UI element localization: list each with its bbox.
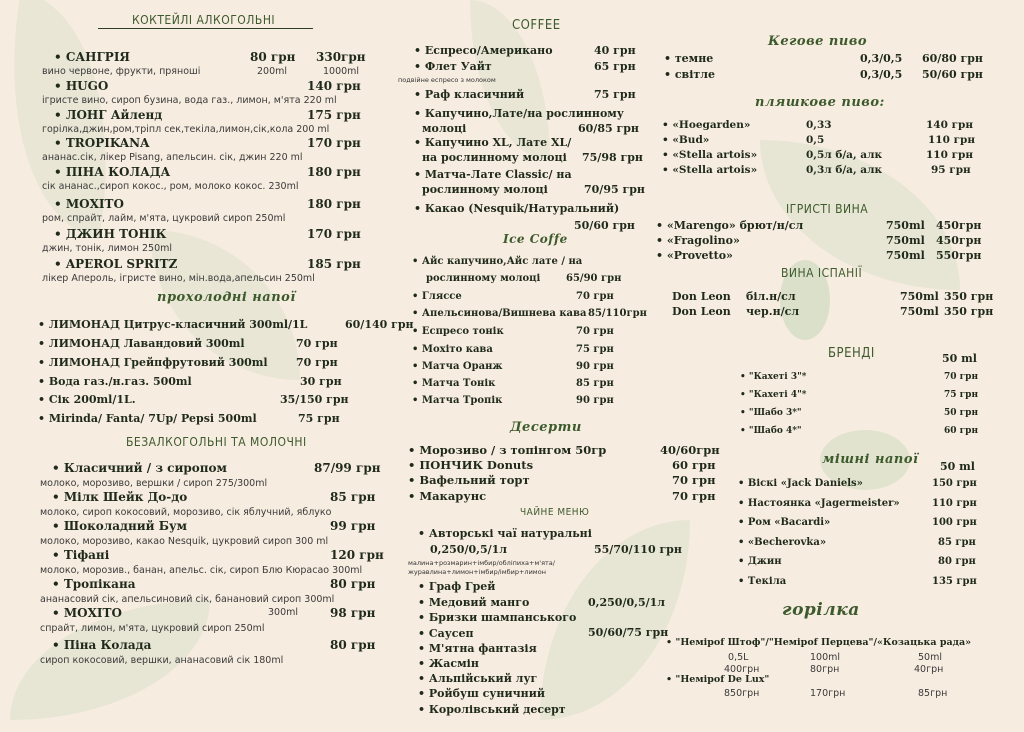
ice-coffee-title: Ice Coffe <box>503 232 568 246</box>
brandy-name: • "Шабо 4*" <box>740 426 802 436</box>
brandy-price: 70 грн <box>944 372 979 382</box>
nonalc-price: 120 грн <box>330 548 384 562</box>
cold-drink-name: • ЛИМОНАД Лавандовий 300ml <box>38 337 245 350</box>
cocktail-volume: 200ml <box>257 66 288 77</box>
tea-name: • Бризки шампанського <box>418 611 577 624</box>
dessert-price: 70 грн <box>672 489 716 503</box>
nonalc-price: 80 грн <box>330 577 376 591</box>
dessert-name: • Макарунс <box>408 489 487 503</box>
mixed-drink-name: • Ром «Bacardi» <box>738 517 831 528</box>
nonalc-price: 80 грн <box>330 638 376 652</box>
cocktail-desc: сік ананас.,сироп кокос., ром, молоко кокос. 230ml <box>42 181 299 192</box>
cocktail-name: • САНГРІЯ <box>54 50 131 64</box>
coffee-name: • Капучино,Лате/на рослинному <box>414 107 624 120</box>
coffee-price: 65 грн <box>594 60 636 73</box>
keg-beer-volume: 0,3/0,5 <box>860 52 903 65</box>
coffee-price: 75 грн <box>594 88 636 101</box>
ice-coffee-price: 65/90 грн <box>566 273 622 284</box>
bottle-beer-volume: 0,3л б/а, алк <box>806 164 883 176</box>
brandy-name: • "Кахеті 4"* <box>740 390 807 400</box>
ice-coffee-price: 85/110грн <box>588 308 647 319</box>
cold-drink-name: • Сік 200ml/1L. <box>38 393 136 406</box>
bottle-beer-price: 140 грн <box>926 119 974 131</box>
nonalc-name: • Тропікана <box>52 577 136 591</box>
tea-author-desc: журавлина+лимон+імбир/імбир+лимон <box>408 568 546 576</box>
sparkling-volume: 750ml <box>886 219 925 232</box>
ice-coffee-name: • Апельсинова/Вишнева кава <box>412 308 587 319</box>
vodka-price2-1: 850грн <box>724 688 760 699</box>
nonalc-desc: ананасовий сік, апельсиновий сік, банановий сироп 300ml <box>40 594 335 605</box>
cold-drink-name: • Вода газ./н.газ. 500ml <box>38 375 192 388</box>
cocktail-desc: ананас.сік, лікер Pisang, апельсин. сік, джин 220 ml <box>42 152 303 163</box>
vodka-vol-3: 50ml <box>918 652 942 663</box>
sparkling-price: 550грн <box>936 249 982 262</box>
cocktail-price: 80 грн <box>250 50 296 64</box>
cocktail-price: 180 грн <box>307 197 361 211</box>
bottle-beer-price: 95 грн <box>931 164 971 176</box>
mixed-drink-name: • Джин <box>738 556 782 567</box>
bottle-beer-volume: 0,33 <box>806 119 832 131</box>
keg-beer-price: 50/60 грн <box>922 68 983 81</box>
tea-name: • Граф Грей <box>418 580 496 593</box>
coffee-price: 75/98 грн <box>582 151 643 164</box>
tea-name: • Саусеп <box>418 627 474 640</box>
ice-coffee-price: 70 грн <box>576 326 614 337</box>
coffee-price: 40 грн <box>594 44 636 57</box>
tea-name: • Альпійський луг <box>418 672 538 685</box>
ice-coffee-name: • Гляссе <box>412 291 462 302</box>
mixed-drink-price: 150 грн <box>932 478 977 489</box>
nonalc-name: • Шоколадний Бум <box>52 519 188 533</box>
cold-drink-price: 30 грн <box>300 375 342 388</box>
mixed-drink-name: • Віскі «Jack Daniels» <box>738 478 863 489</box>
nonalc-price: 98 грн <box>330 606 376 620</box>
cold-drinks-title: прохолодні напої <box>157 290 296 305</box>
bottle-beer-name: • «Stella artois» <box>662 149 758 161</box>
cocktail-price: 140 грн <box>307 79 361 93</box>
ice-coffee-name: • Матча Тропік <box>412 395 503 406</box>
ice-coffee-name: • Мохіто кава <box>412 344 493 355</box>
brandy-price: 60 грн <box>944 426 979 436</box>
nonalc-price: 85 грн <box>330 490 376 504</box>
vodka-price2-2: 170грн <box>810 688 846 699</box>
sparkling-price: 450грн <box>936 234 982 247</box>
nonalc-name: • Піна Колада <box>52 638 152 652</box>
cocktail-volume: 1000ml <box>323 66 360 77</box>
ice-coffee-price: 90 грн <box>576 361 614 372</box>
nonalc-desc: молоко, сироп кокосовий, морозиво, сік яблучний, яблуко <box>40 507 332 518</box>
nonalc-name: • МОХІТО <box>52 606 122 620</box>
coffee-price: 50/60 грн <box>574 219 635 232</box>
mixed-drink-price: 80 грн <box>938 556 976 567</box>
cocktail-name: • ДЖИН ТОНІК <box>54 227 167 241</box>
cocktail-name: • МОХІТО <box>54 197 124 211</box>
cocktail-desc: ром, спрайт, лайм, м'ята, цукровий сироп 250ml <box>42 213 286 224</box>
keg-beer-title: Кегове пиво <box>768 34 868 49</box>
nonalc-name: • Класичний / з сиропом <box>52 461 227 475</box>
bottle-beer-price: 110 грн <box>928 134 976 146</box>
ice-coffee-name: • Матча Оранж <box>412 361 503 372</box>
ice-coffee-price: 85 грн <box>576 378 614 389</box>
cocktail-price: 330грн <box>316 50 366 64</box>
ice-coffee-price: 90 грн <box>576 395 614 406</box>
cocktail-price: 185 грн <box>307 257 361 271</box>
bottle-beer-volume: 0,5 <box>806 134 825 146</box>
coffee-name: • Еспресо/Американо <box>414 44 553 57</box>
ice-coffee-price: 70 грн <box>576 291 614 302</box>
tea-name: • М'ятна фантазія <box>418 642 537 655</box>
spain-wine-name: Don Leon <box>672 305 731 318</box>
spain-title: ВИНА ІСПАНІЇ <box>781 266 863 280</box>
tea-name: • Медовий манго <box>418 596 530 609</box>
coffee-name: • Какао (Nesquik/Натуральний) <box>414 202 620 215</box>
nonalc-desc: молоко, морозиво, вершки / сироп 275/300ml <box>40 478 268 489</box>
cold-drink-name: • ЛИМОНАД Цитрус-класичний 300ml/1L <box>38 318 308 331</box>
coffee-price: 60/85 грн <box>578 122 639 135</box>
spain-wine-price: 350 грн <box>944 290 994 303</box>
keg-beer-volume: 0,3/0,5 <box>860 68 903 81</box>
spain-wine-name: Don Leon <box>672 290 731 303</box>
sparkling-volume: 750ml <box>886 234 925 247</box>
vodka-price-2: 80грн <box>810 664 840 675</box>
coffee-name-cont: рослинному молоці <box>422 183 548 196</box>
tea-name: • Королівський десерт <box>418 703 566 716</box>
cold-drink-name: • ЛИМОНАД Грейпфрутовий 300ml <box>38 356 268 369</box>
nonalc-name: • Мілк Шейк До-до <box>52 490 188 504</box>
ice-coffee-name: • Еспресо тонік <box>412 326 504 337</box>
tea-title: ЧАЙНЕ МЕНЮ <box>520 507 590 518</box>
coffee-note: подвійне еспресо з молоком <box>398 76 496 84</box>
vodka-price2-3: 85грн <box>918 688 948 699</box>
cocktail-price: 180 грн <box>307 165 361 179</box>
dessert-price: 60 грн <box>672 458 716 472</box>
bottle-beer-name: • «Bud» <box>662 134 710 146</box>
nonalc-volume: 300ml <box>268 607 299 618</box>
cocktail-price: 170 грн <box>307 227 361 241</box>
cocktails-title: КОКТЕЙЛІ АЛКОГОЛЬНІ <box>132 13 276 27</box>
mixed-title: мішні напої <box>822 452 919 467</box>
coffee-price: 70/95 грн <box>584 183 645 196</box>
cocktail-desc: ігристе вино, сироп бузина, вода газ., лимон, м'ята 220 ml <box>42 95 337 106</box>
mixed-drink-price: 110 грн <box>932 498 977 509</box>
cocktail-desc: лікер Апероль, ігристе вино, мін.вода,апельсин 250ml <box>42 273 315 284</box>
sparkling-name: • «Marengo» брют/н/сл <box>656 219 804 232</box>
mixed-drink-name: • Текіла <box>738 576 787 587</box>
cocktail-name: • ЛОНГ Айленд <box>54 108 163 122</box>
brandy-title: БРЕНДІ <box>828 346 875 361</box>
bottle-beer-volume: 0,5л б/а, алк <box>806 149 883 161</box>
cocktail-price: 175 грн <box>307 108 361 122</box>
cold-drink-price: 60/140 грн <box>345 318 414 331</box>
dessert-price: 40/60грн <box>660 443 720 457</box>
ice-coffee-name: • Айс капучино,Айс лате / на <box>412 256 583 267</box>
desserts-title: Десерти <box>510 420 582 435</box>
sparkling-name: • «Provetto» <box>656 249 733 262</box>
spain-wine-type: чер.н/сл <box>746 305 800 318</box>
nonalc-name: • Тіфані <box>52 548 110 562</box>
bottle-beer-price: 110 грн <box>926 149 974 161</box>
nonalc-title: БЕЗАЛКОГОЛЬНІ ТА МОЛОЧНІ <box>126 435 307 449</box>
cocktail-name: • HUGO <box>54 79 109 93</box>
vodka-price-3: 40грн <box>914 664 944 675</box>
brandy-price: 75 грн <box>944 390 979 400</box>
coffee-name: • Капучино XL, Лате XL/ <box>414 136 572 149</box>
cocktail-desc: вино червоне, фрукти, пряноші <box>42 66 201 77</box>
coffee-name-cont: молоці <box>422 122 467 135</box>
nonalc-desc: молоко, морозиво, какао Nesquik, цукровий сироп 300 ml <box>40 536 329 547</box>
coffee-name-cont: на рослинному молоці <box>422 151 567 164</box>
sparkling-name: • «Fragolino» <box>656 234 740 247</box>
vodka-vol-1: 0,5L <box>728 652 749 663</box>
brandy-name: • "Шабо 3*" <box>740 408 802 418</box>
dessert-name: • ПОНЧИК Donuts <box>408 458 534 472</box>
cocktail-price: 170 грн <box>307 136 361 150</box>
coffee-name: • Матча-Лате Classic/ на <box>414 168 572 181</box>
cocktail-name: • APEROL SPRITZ <box>54 257 178 271</box>
ice-coffee-name-cont: рослинному молоці <box>426 273 541 284</box>
nonalc-price: 99 грн <box>330 519 376 533</box>
vodka-title: горілка <box>782 600 860 620</box>
mixed-drink-price: 135 грн <box>932 576 977 587</box>
mixed-drink-name: • «Becherovka» <box>738 537 827 548</box>
title-underline <box>98 28 313 29</box>
spain-wine-price: 350 грн <box>944 305 994 318</box>
cold-drink-price: 75 грн <box>298 412 340 425</box>
coffee-name: • Флет Уайт <box>414 60 492 73</box>
sparkling-volume: 750ml <box>886 249 925 262</box>
ice-coffee-price: 75 грн <box>576 344 614 355</box>
menu-page: КОКТЕЙЛІ АЛКОГОЛЬНІ • САНГРІЯ 80 грн 330грн вино червоне, фрукти, пряноші 200ml 1000ml • HUGO 140 грн ігристе вино, сироп бузина, вода газ., лимон, м'ята 220 ml • ЛОНГ Айленд 175 грн горілка,джин,ром,тріпл сек,текіла,лимон,сік,кола 200 ml • TROPIKANA 170 грн ананас.сік, лікер Pisang, апельсин. сік, джин 220 ml • ПІНА КОЛАДА 180 грн сік ананас.,сироп кокос., ром, молоко кокос. 230ml • МОХІТО 180 грн ром, спрайт, лайм, м'ята, цукровий сироп 250ml • ДЖИН ТОНІК 170 грн джин, тонік, лимон 250ml • APEROL SPRITZ 185 грн лікер Апероль, ігристе вино, мін.вода,апельсин 250ml прохолодні напої • ЛИМОНАД Цитрус-класичний 300ml/1L 60/140 грн • ЛИМОНАД Лавандовий 300ml 70 грн • ЛИМОНАД Грейпфрутовий 300ml 70 грн • Вода газ./н.газ. 500ml 30 грн • Сік 200ml/1L. 35/150 грн • Mirinda/ Fanta/ 7Up/ Pepsi 500ml 75 грн БЕЗАЛКОГОЛЬНІ ТА МОЛОЧНІ • Класичний / з сиропом 87/99 грн молоко, морозиво, вершки / сироп 275/300ml • Мілк Шейк До-до 85 грн молоко, сироп кокосовий, морозиво, сік яблучний, яблуко • Шоколадний Бум 99 грн молоко, морозиво, какао Nesquik, цукровий сироп 300 ml • Тіфані 120 грн молоко, морозив., банан, апельс. сік, сироп Блю Кюрасао 300ml • Тропікана 80 грн ананасовий сік, апельсиновий сік, банановий сироп 300ml • МОХІТО 98 грн 300ml спрайт, лимон, м'ята, цукровий сироп 250ml • Піна Колада 80 грн сироп кокосовий, вершки, ананасовий сік 180ml COFFEE • Еспресо/Американо 40 грн • Флет Уайт 65 грн подвійне еспресо з молоком • Раф класичний 75 грн • Капучино,Лате/на рослинному молоці 60/85 грн • Капучино XL, Лате XL/ на рослинному молоці 75/98 грн • Матча-Лате Classic/ на рослинному молоці 70/95 грн • Какао (Nesquik/Натуральний) 50/60 грн Ice Coffe • Айс капучино,Айс лате / на рослинному молоці 65/90 грн • Гляссе 70 грн • Апельсинова/Вишнева кава 85/110грн • Еспресо тонік 70 грн • Мохіто кава 75 грн • Матча Оранж 90 грн • Матча Тонік 85 грн • Матча Тропік 90 грн Десерти • Морозиво / з топінгом 50гр 40/60грн • ПОНЧИК Donuts 60 грн • Вафельний торт 70 грн • Макарунс 70 грн ЧАЙНЕ МЕНЮ • Авторські чаї натуральні 0,250/0,5/1л 55/70/110 грн малина+розмарин+імбир/обліпиха+м'ята/ журавлина+лимон+імбир/імбир+лимон • Граф Грей • Медовий манго • Бризки шампанського • Саусеп • М'ятна фантазія • Жасмін • Альпійський луг • Ройбуш суничний • Королівський десерт 0,250/0,5/1л 50/60/75 грн Кегове пиво • темне 0,3/0,5 60/80 грн • світле 0,3/0,5 50/60 грн пляшкове пиво: • «Hoegarden» 0,33 140 грн • «Bud» 0,5 110 грн • «Stella artois» 0,5л б/а, алк 110 грн • «Stella artois» 0,3л б/а, алк 95 грн ІГРИСТІ ВИНА • «Marengo» брют/н/сл 750ml 450грн • «Fragolino» 750ml 450грн • «Provetto» 750ml 550грн ВИНА ІСПАНІЇ Don Leon біл.н/сл 750ml 350 грн Don Leon чер.н/сл 750ml 350 грн БРЕНДІ 50 ml • "Кахеті 3"* 70 грн • "Кахеті 4"* 75 грн • "Шабо 3*" 50 грн • "Шабо 4*" 60 грн мішні напої 50 ml • Віскі «Jack Daniels» 150 грн • Настоянка «Jagermeister» 110 грн • Ром «Bacardi» 100 грн • «Becherovka» 85 грн • Джин 80 грн • Текіла 135 грн горілка • "Немірof Штоф"/"Немірof Перцева"/«Козацька рада» 0,5L 100ml 50ml 400грн 80грн 40грн • "Немірof De Lux" 850грн 170грн 85грн <box>0 0 1024 732</box>
coffee-title: COFFEE <box>512 18 561 33</box>
mixed-drink-name: • Настоянка «Jagermeister» <box>738 498 900 509</box>
cocktail-name: • ПІНА КОЛАДА <box>54 165 171 179</box>
tea-name: • Ройбуш суничний <box>418 687 546 700</box>
cold-drink-name: • Mirinda/ Fanta/ 7Up/ Pepsi 500ml <box>38 412 257 425</box>
mixed-drink-price: 85 грн <box>938 537 976 548</box>
vodka-price-1: 400грн <box>724 664 760 675</box>
spain-wine-type: біл.н/сл <box>746 290 796 303</box>
coffee-name: • Раф класичний <box>414 88 525 101</box>
cocktail-name: • TROPIKANA <box>54 136 150 150</box>
bottle-beer-name: • «Hoegarden» <box>662 119 751 131</box>
keg-beer-name: • світле <box>664 68 715 81</box>
tea-author-desc: малина+розмарин+імбир/обліпиха+м'ята/ <box>408 559 555 567</box>
sparkling-title: ІГРИСТІ ВИНА <box>786 202 869 216</box>
cold-drink-price: 70 грн <box>296 337 338 350</box>
bottle-beer-name: • «Stella artois» <box>662 164 758 176</box>
nonalc-price: 87/99 грн <box>314 461 381 475</box>
dessert-name: • Морозиво / з топінгом 50гр <box>408 443 607 457</box>
nonalc-desc: спрайт, лимон, м'ята, цукровий сироп 250ml <box>40 623 265 634</box>
dessert-price: 70 грн <box>672 473 716 487</box>
dessert-name: • Вафельний торт <box>408 473 530 487</box>
tea-name: • Жасмін <box>418 657 479 670</box>
cocktail-desc: джин, тонік, лимон 250ml <box>42 243 173 254</box>
spain-wine-volume: 750ml <box>900 305 939 318</box>
nonalc-desc: молоко, морозив., банан, апельс. сік, сироп Блю Кюрасао 300ml <box>40 565 363 576</box>
nonalc-desc: сироп кокосовий, вершки, ананасовий сік 180ml <box>40 655 284 666</box>
cold-drink-price: 70 грн <box>296 356 338 369</box>
cocktail-desc: горілка,джин,ром,тріпл сек,текіла,лимон,сік,кола 200 ml <box>42 124 330 135</box>
brandy-name: • "Кахеті 3"* <box>740 372 807 382</box>
cold-drink-price: 35/150 грн <box>280 393 349 406</box>
bottle-beer-title: пляшкове пиво: <box>755 95 885 110</box>
keg-beer-name: • темне <box>664 52 714 65</box>
keg-beer-price: 60/80 грн <box>922 52 983 65</box>
ice-coffee-name: • Матча Тонік <box>412 378 496 389</box>
vodka-vol-2: 100ml <box>810 652 841 663</box>
brandy-price: 50 грн <box>944 408 979 418</box>
sparkling-price: 450грн <box>936 219 982 232</box>
spain-wine-volume: 750ml <box>900 290 939 303</box>
mixed-drink-price: 100 грн <box>932 517 977 528</box>
